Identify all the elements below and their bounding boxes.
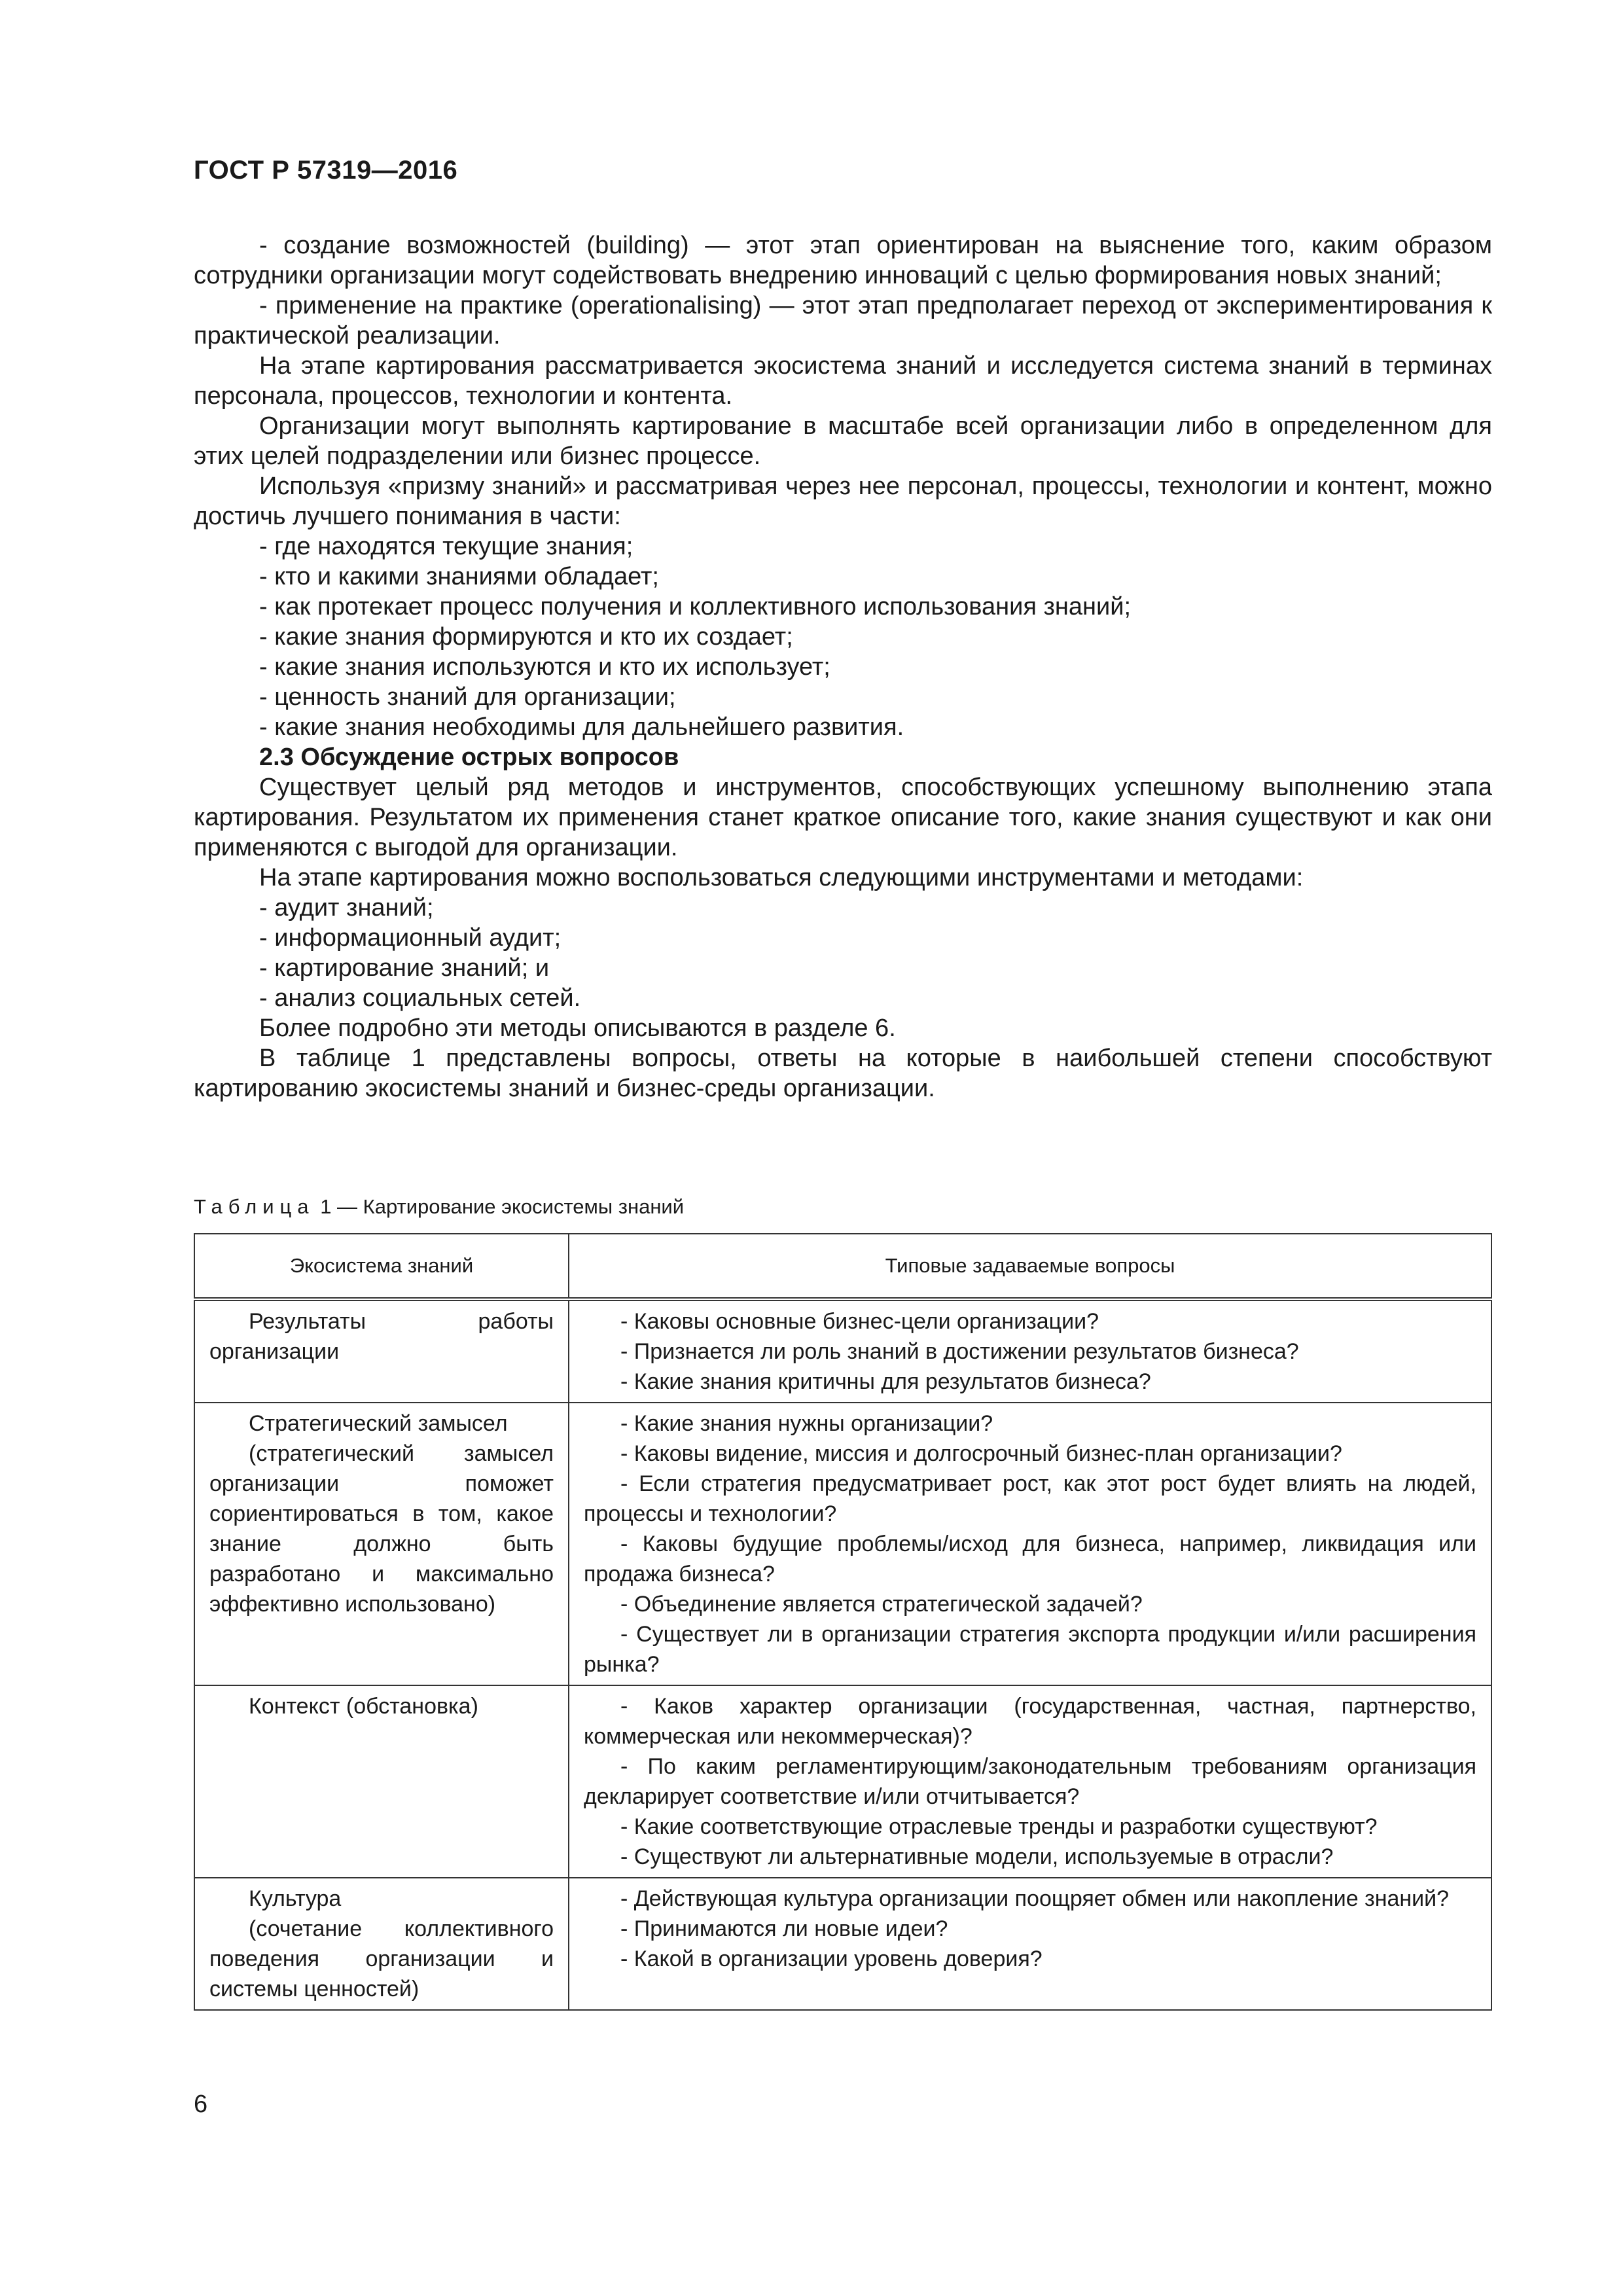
table-caption-title: 1 — Картирование экосистемы знаний: [320, 1195, 685, 1218]
paragraph: - создание возможностей (building) — этот этап ориентирован на выяснение того, каким образом сотрудники организации могут содействовать внедрению инноваций с целью формирования новых знаний;: [194, 232, 1492, 289]
list-item: - кто и какими знаниями обладает;: [259, 563, 659, 590]
question: - Объединение является стратегической задачей?: [620, 1592, 1143, 1617]
table-row: [194, 1878, 1491, 2010]
table-row: [194, 1685, 1491, 1878]
ecosystem-title: Результаты работы организации: [209, 1309, 554, 1364]
list-item: - аудит знаний;: [259, 894, 434, 922]
column-header-ecosystem: Экосистема знаний: [194, 1234, 569, 1299]
row-ecosystem-cell: [194, 1878, 569, 2010]
methods-list: [194, 893, 1492, 1013]
column-header-questions: Типовые задаваемые вопросы: [569, 1234, 1491, 1299]
list-item: - анализ социальных сетей.: [259, 984, 581, 1012]
ecosystem-title: Контекст (обстановка): [249, 1694, 478, 1719]
table-row: [194, 1299, 1491, 1403]
body-text: [194, 230, 1492, 1103]
row-ecosystem-cell: [194, 1299, 569, 1403]
paragraph: Существует целый ряд методов и инструментов, способствующих успешному выполнению этапа картирования. Результатом их применения станет краткое описание того, какие знания существуют и как они применяются с выгодой для организации.: [194, 774, 1492, 861]
paragraph: На этапе картирования можно воспользоваться следующими инструментами и методами:: [259, 864, 1304, 891]
paragraph: Организации могут выполнять картирование в масштабе всей организации либо в определенном для этих целей подразделении или бизнес процессе.: [194, 412, 1492, 470]
question: - Каковы основные бизнес-цели организации?: [620, 1309, 1099, 1334]
ecosystem-note: (стратегический замысел организации поможет сориентироваться в том, какое знание должно быть разработано и максимально эффективно использовано): [209, 1441, 554, 1617]
question: - Если стратегия предусматривает рост, как этот рост будет влиять на людей, процессы и технологии?: [584, 1471, 1476, 1526]
list-item: - какие знания необходимы для дальнейшего развития.: [259, 713, 904, 741]
question: - Каков характер организации (государственная, частная, партнерство, коммерческая или некоммерческая)?: [584, 1694, 1476, 1749]
question: - Каковы будущие проблемы/исход для бизнеса, например, ликвидация или продажа бизнеса?: [584, 1532, 1476, 1587]
table-caption-label: Таблица: [194, 1195, 315, 1218]
row-ecosystem-cell: [194, 1685, 569, 1878]
row-questions-cell: [569, 1878, 1491, 2010]
question: - Какие знания критичны для результатов бизнеса?: [620, 1369, 1151, 1394]
list-item: - где находятся текущие знания;: [259, 533, 633, 560]
question: - По каким регламентирующим/законодательным требованиям организация декларирует соответствие и/или отчитывается?: [584, 1754, 1476, 1809]
page-number: 6: [194, 2090, 208, 2118]
paragraph: На этапе картирования рассматривается экосистема знаний и исследуется система знаний в терминах персонала, процессов, технологии и контента.: [194, 352, 1492, 410]
ecosystem-title: Культура: [249, 1886, 342, 1911]
question: - Какой в организации уровень доверия?: [620, 1946, 1043, 1971]
question: - Какие соответствующие отраслевые тренды и разработки существуют?: [620, 1814, 1378, 1839]
list-item: - ценность знаний для организации;: [259, 683, 676, 711]
row-questions-cell: [569, 1299, 1491, 1403]
document-header: ГОСТ Р 57319—2016: [194, 156, 458, 185]
knowledge-ecosystem-table: [194, 1233, 1492, 2011]
list-item: - какие знания используются и кто их использует;: [259, 653, 830, 681]
list-item: - какие знания формируются и кто их создает;: [259, 623, 793, 651]
row-questions-cell: [569, 1685, 1491, 1878]
paragraph: В таблице 1 представлены вопросы, ответы на которые в наибольшей степени способствуют картированию экосистемы знаний и бизнес-среды организации.: [194, 1045, 1492, 1102]
paragraph: Более подробно эти методы описываются в разделе 6.: [259, 1014, 896, 1042]
question: - Принимаются ли новые идеи?: [620, 1916, 948, 1941]
row-questions-cell: [569, 1403, 1491, 1685]
ecosystem-title: Стратегический замысел: [249, 1411, 508, 1436]
table-header-row: [194, 1234, 1491, 1299]
table-row: [194, 1403, 1491, 1685]
row-ecosystem-cell: [194, 1403, 569, 1685]
list-item: - информационный аудит;: [259, 924, 562, 952]
question: - Каковы видение, миссия и долгосрочный бизнес-план организации?: [620, 1441, 1342, 1466]
question: - Действующая культура организации поощряет обмен или накопление знаний?: [620, 1886, 1450, 1911]
list-item: - как протекает процесс получения и коллективного использования знаний;: [259, 593, 1132, 620]
question: - Существуют ли альтернативные модели, используемые в отрасли?: [620, 1844, 1334, 1869]
section-title: 2.3 Обсуждение острых вопросов: [259, 744, 679, 771]
question: - Существует ли в организации стратегия экспорта продукции и/или расширения рынка?: [584, 1622, 1476, 1677]
paragraph: Используя «призму знаний» и рассматривая через нее персонал, процессы, технологии и контент, можно достичь лучшего понимания в части:: [194, 473, 1492, 530]
knowledge-prism-list: [194, 531, 1492, 742]
question: - Признается ли роль знаний в достижении результатов бизнеса?: [620, 1339, 1299, 1364]
ecosystem-note: (сочетание коллективного поведения организации и системы ценностей): [209, 1916, 554, 2001]
table-caption: [194, 1195, 684, 1219]
paragraph: - применение на практике (operationalising) — этот этап предполагает переход от экспериментирования к практической реализации.: [194, 292, 1492, 350]
question: - Какие знания нужны организации?: [620, 1411, 993, 1436]
list-item: - картирование знаний; и: [259, 954, 550, 982]
